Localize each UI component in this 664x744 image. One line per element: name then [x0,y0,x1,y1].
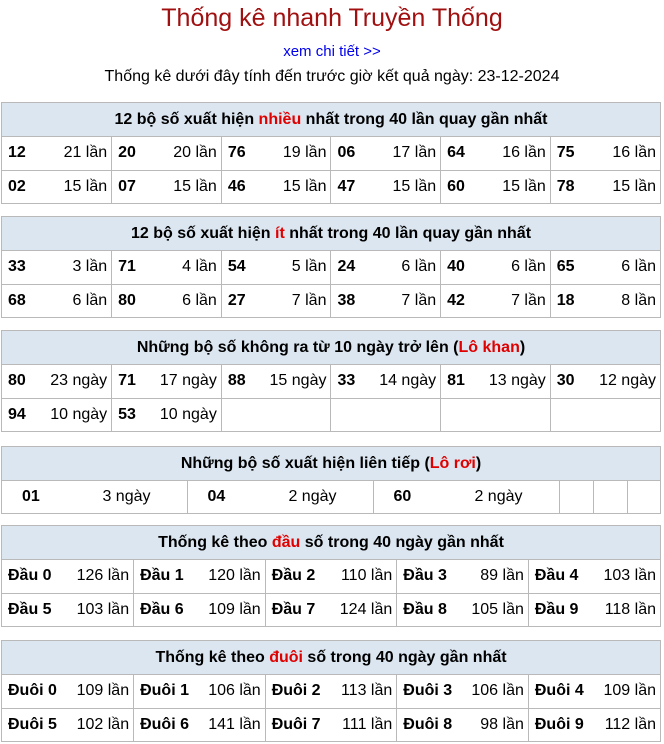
number-key: Đầu 6 [140,600,184,618]
stat-cell [397,560,529,593]
header-text: Thống kê theo [158,534,272,551]
lo-khan-table [2,365,660,431]
stat-cell [2,365,112,398]
header-text: Những bộ số không ra từ 10 ngày trở lên ( [136,339,459,356]
number-count: 113 lần [340,682,393,700]
stat-cell [112,170,222,203]
empty-cell [559,481,593,513]
number-key: 60 [393,488,412,505]
stat-cell [441,398,551,431]
number-key: 04 [207,488,226,505]
number-count: 124 lần [339,600,393,618]
number-key: Đuôi 6 [140,715,189,733]
number-count: 110 lần [340,567,393,585]
number-key: 01 [22,488,40,505]
number-key: 40 [447,258,465,276]
page-subtitle: Thống kê dưới đây tính đến trước giờ kết quả ngày: 23-12-2024 [104,68,560,85]
number-count: 141 lần [208,715,261,733]
number-count: 6 lần [621,258,656,276]
number-count: 7 lần [291,291,327,309]
dau-section [1,525,661,627]
stat-cell [112,284,222,317]
header-text: Thống kê theo [155,649,270,666]
number-key: 06 [337,144,356,162]
number-count: 3 ngày [102,488,151,505]
stat-cell [2,137,112,170]
page-title: Thống kê nhanh Truyền Thống [161,4,503,32]
header-text: 12 bộ số xuất hiện [114,111,259,128]
number-count: 15 lần [173,177,217,195]
stat-cell [397,675,529,708]
number-count: 2 ngày [474,488,523,505]
number-count: 106 lần [471,682,524,700]
number-count: 15 lần [502,177,546,195]
number-key: 53 [118,405,136,423]
number-count: 6 lần [511,258,546,276]
number-count: 17 ngày [159,372,217,390]
stat-cell [221,284,331,317]
stat-cell [2,398,112,431]
number-key: 30 [556,372,575,390]
number-key: 07 [118,177,136,195]
number-key: 75 [556,144,575,162]
header-text: ) [519,339,526,356]
number-key: Đầu 8 [403,600,447,618]
number-key: 42 [447,291,465,309]
stat-cell [265,675,397,708]
number-count: 109 lần [76,682,130,700]
number-key: Đuôi 1 [140,682,189,700]
stat-cell [265,593,397,626]
number-count: 17 lần [392,144,437,162]
lo-khan-section [1,330,661,432]
stat-cell [528,675,660,708]
stat-cell [550,398,660,431]
header-text: số trong 40 ngày gần nhất [302,649,507,666]
number-key: Đuôi 5 [8,715,57,733]
table-row [2,675,660,708]
number-key: 88 [227,372,246,390]
number-count: 2 ngày [288,488,337,505]
number-count: 21 lần [63,144,108,162]
stat-cell [134,675,266,708]
stat-cell [265,708,397,741]
number-key: Đầu 9 [534,600,579,618]
header-highlight: nhiều [258,111,302,128]
stat-cell [265,560,397,593]
table-row [2,365,660,398]
lo-roi-cell [373,481,559,513]
stat-cell [2,593,134,626]
empty-cell [593,481,627,513]
stat-cell [112,398,222,431]
header-highlight: Lô rơi [429,455,476,472]
number-count: 6 lần [72,291,108,309]
number-key: 27 [227,291,246,309]
number-key: 81 [447,372,465,390]
section-header [2,331,660,365]
number-key: 78 [556,177,575,195]
table-row [2,593,660,626]
header-text: Những bộ số xuất hiện liên tiếp ( [180,455,430,472]
number-key: 76 [227,144,246,162]
number-key: 33 [8,258,26,276]
number-key: 38 [337,291,356,309]
number-key: 65 [556,258,575,276]
number-key: Đuôi 9 [534,715,584,733]
number-count: 16 lần [612,144,656,162]
lo-roi-cell [187,481,373,513]
stat-cell [528,708,660,741]
number-key: 71 [118,372,136,390]
number-count: 3 lần [72,258,108,276]
table-row [2,251,660,284]
number-key: 80 [8,372,26,390]
header-text: ) [475,455,482,472]
number-key: Đuôi 2 [271,682,321,700]
number-key: Đầu 1 [140,567,184,585]
number-count: 118 lần [604,600,656,618]
number-key: 94 [8,405,26,423]
number-key: 24 [337,258,356,276]
duoi-section [1,640,661,742]
stat-cell [2,170,112,203]
empty-cell [627,481,660,513]
stat-cell [134,560,266,593]
stat-cell [550,137,660,170]
number-count: 98 lần [480,715,524,733]
stat-cell [331,398,441,431]
number-key: 46 [227,177,246,195]
number-key: 64 [447,144,465,162]
number-key: 33 [337,372,356,390]
header-text: số trong 40 ngày gần nhất [300,534,504,551]
stat-cell [441,251,551,284]
number-count: 8 lần [621,291,656,309]
number-count: 6 lần [401,258,437,276]
stat-cell [221,170,331,203]
number-count: 15 ngày [269,372,327,390]
least-frequent-table [2,251,660,317]
most-frequent-section [1,102,661,204]
stat-cell [2,675,134,708]
number-count: 111 lần [342,715,393,733]
number-count: 16 lần [502,144,546,162]
section-header [2,447,660,481]
number-key: Đầu 0 [8,567,52,585]
number-key: Đầu 2 [271,567,316,585]
table-row [2,708,660,741]
least-frequent-section [1,216,661,318]
stat-cell [550,251,660,284]
number-key: Đuôi 7 [271,715,321,733]
stat-cell [441,170,551,203]
table-row [2,170,660,203]
stat-cell [221,251,331,284]
number-count: 103 lần [603,567,656,585]
stat-cell [528,560,660,593]
stat-cell [550,170,660,203]
stat-cell [112,137,222,170]
section-header [2,217,660,251]
number-count: 106 lần [208,682,261,700]
number-count: 10 ngày [159,405,217,423]
number-count: 19 lần [282,144,327,162]
stat-cell [331,284,441,317]
table-row [2,398,660,431]
number-key: 02 [8,177,26,195]
stat-cell [441,284,551,317]
lo-roi-cell [2,481,187,513]
header-text: nhất trong 40 lần quay gần nhất [284,225,532,242]
lo-roi-table [2,481,660,513]
number-count: 89 lần [480,567,524,585]
number-count: 15 lần [282,177,327,195]
number-count: 5 lần [291,258,327,276]
dau-table [2,560,660,626]
number-count: 102 lần [76,715,130,733]
most-frequent-table [2,137,660,203]
header-text: nhất trong 40 lần quay gần nhất [301,111,548,128]
table-row [2,560,660,593]
stat-cell [331,137,441,170]
number-key: Đầu 5 [8,600,52,618]
number-count: 12 ngày [599,372,656,390]
stat-cell [550,284,660,317]
stat-cell [221,365,331,398]
number-count: 14 ngày [379,372,437,390]
table-row [2,137,660,170]
table-row [2,284,660,317]
number-count: 20 lần [173,144,217,162]
number-count: 109 lần [208,600,261,618]
stat-cell [441,365,551,398]
stat-cell [112,365,222,398]
stat-cell [397,708,529,741]
number-key: Đuôi 3 [403,682,453,700]
number-count: 103 lần [76,600,130,618]
number-key: 18 [556,291,575,309]
stat-cell [528,593,660,626]
detail-link[interactable]: xem chi tiết >> [283,43,381,60]
number-key: 54 [227,258,246,276]
stat-cell [331,251,441,284]
stat-cell [331,365,441,398]
number-key: Đuôi 4 [534,682,584,700]
stat-cell [550,365,660,398]
number-count: 120 lần [208,567,261,585]
number-count: 15 lần [612,177,656,195]
section-header [2,103,660,137]
number-key: 12 [8,144,26,162]
stat-cell [134,708,266,741]
number-count: 112 lần [604,715,656,733]
stat-cell [2,560,134,593]
lo-roi-section [1,446,661,514]
number-key: 71 [118,258,136,276]
header-highlight: đầu [271,534,301,551]
stat-cell [331,170,441,203]
number-count: 6 lần [182,291,217,309]
number-key: Đuôi 0 [8,682,57,700]
header-text: 12 bộ số xuất hiện [130,225,275,242]
section-header [2,526,660,560]
number-count: 7 lần [511,291,546,309]
number-key: Đầu 3 [403,567,447,585]
number-key: 20 [118,144,136,162]
number-count: 4 lần [182,258,217,276]
number-count: 15 lần [392,177,437,195]
stat-cell [397,593,529,626]
stat-cell [221,398,331,431]
stat-cell [2,284,112,317]
number-count: 23 ngày [50,372,108,390]
number-key: Đầu 7 [271,600,316,618]
number-count: 10 ngày [50,405,108,423]
stat-cell [441,137,551,170]
header-highlight: đuôi [269,649,303,666]
number-count: 126 lần [76,567,130,585]
number-key: 80 [118,291,136,309]
section-header [2,641,660,675]
stat-cell [112,251,222,284]
number-count: 15 lần [63,177,108,195]
header-highlight: ít [275,225,285,242]
number-count: 105 lần [471,600,524,618]
stat-cell [2,251,112,284]
number-key: 47 [337,177,356,195]
duoi-table [2,675,660,741]
header-highlight: Lô khan [458,339,520,356]
number-key: 60 [447,177,465,195]
number-count: 109 lần [603,682,656,700]
number-key: Đầu 4 [534,567,579,585]
stat-cell [134,593,266,626]
stat-cell [2,708,134,741]
stat-cell [221,137,331,170]
number-count: 13 ngày [488,372,546,390]
number-key: 68 [8,291,26,309]
number-key: Đuôi 8 [403,715,453,733]
number-count: 7 lần [401,291,437,309]
